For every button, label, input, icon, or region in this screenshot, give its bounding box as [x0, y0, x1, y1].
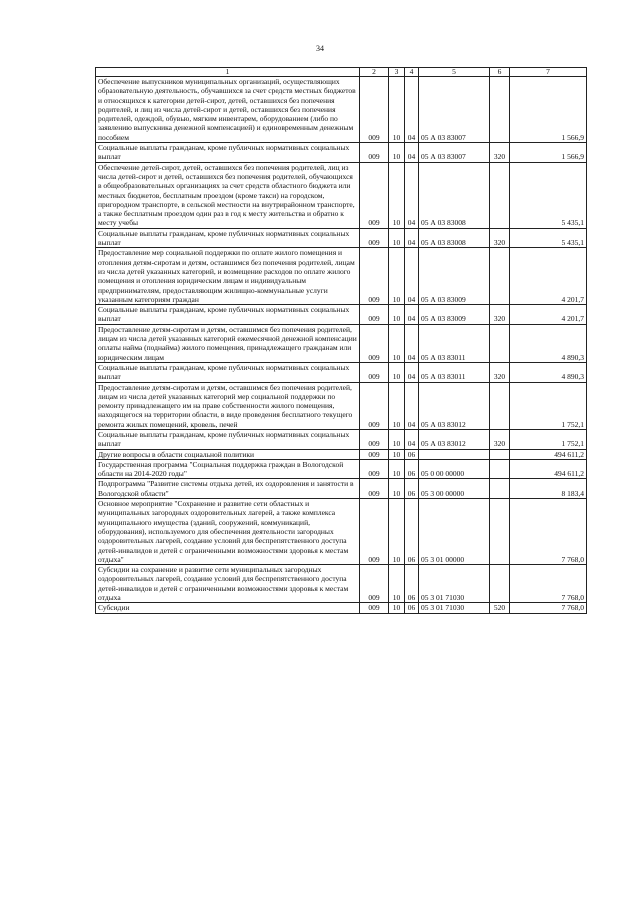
row-grbs: 009	[360, 429, 389, 449]
row-sum: 7 768,0	[510, 565, 587, 603]
row-name: Предоставление детям-сиротам и детям, оставшимся без попечения родителей, лицам из числа детей указанных категорий мер социальной поддержки по ремонту принадлежащего им на праве собственности жилого помещения, находящегося на территории области, в виде проведения бесплатного текущего ремонта жилых помещений, кровель, печей	[96, 382, 360, 429]
row-name: Предоставление мер социальной поддержки по оплате жилого помещения и отопления детям-сиротам и детям, оставшимся без попечения родителей, лицам из числа детей указанных категорий, и возмещение расходов по оплате жилого помещения и отопления юридическим лицам и индивидуальным предпринимателям, предоставляющим жилищно-коммунальные услуги указанным категориям граждан	[96, 248, 360, 305]
row-subsection: 04	[405, 382, 419, 429]
row-target-article: 05 А 03 83009	[419, 248, 490, 305]
row-target-article: 05 3 01 71030	[419, 603, 490, 613]
row-subsection: 04	[405, 77, 419, 143]
row-name: Основное мероприятие "Сохранение и развитие сети областных и муниципальных загородных оздоровительных лагерей, а также комплекса муниципального имущества (зданий, сооружений, коммуникаций, оборудования), используемого для обеспечения деятельности загородных оздоровительных лагерей, создание условий для беспрепятственного доступа детей-инвалидов и детей с ограниченными возможностями здоровья к местам отдыха"	[96, 499, 360, 565]
row-subsection: 04	[405, 305, 419, 325]
row-expense-type	[490, 248, 510, 305]
row-subsection: 04	[405, 429, 419, 449]
row-grbs: 009	[360, 324, 389, 362]
table-row	[96, 248, 587, 305]
row-grbs: 009	[360, 362, 389, 382]
row-section: 10	[389, 248, 405, 305]
row-target-article: 05 А 03 83007	[419, 143, 490, 163]
row-sum: 1 566,9	[510, 143, 587, 163]
row-subsection: 06	[405, 499, 419, 565]
table-row	[96, 143, 587, 163]
row-grbs: 009	[360, 449, 389, 459]
row-subsection: 06	[405, 565, 419, 603]
row-expense-type	[490, 479, 510, 499]
row-subsection: 04	[405, 324, 419, 362]
row-grbs: 009	[360, 162, 389, 228]
row-grbs: 009	[360, 499, 389, 565]
row-target-article: 05 А 03 83012	[419, 429, 490, 449]
row-section: 10	[389, 228, 405, 248]
row-expense-type: 520	[490, 603, 510, 613]
table-row	[96, 162, 587, 228]
row-target-article: 05 3 00 00000	[419, 479, 490, 499]
row-section: 10	[389, 77, 405, 143]
row-grbs: 009	[360, 459, 389, 479]
row-expense-type	[490, 382, 510, 429]
row-expense-type: 320	[490, 362, 510, 382]
header-cell-grbs: 2	[360, 68, 389, 77]
row-target-article: 05 А 03 83008	[419, 162, 490, 228]
row-expense-type: 320	[490, 305, 510, 325]
row-sum: 494 611,2	[510, 449, 587, 459]
table-row	[96, 362, 587, 382]
row-section: 10	[389, 429, 405, 449]
row-sum: 5 435,1	[510, 162, 587, 228]
header-cell-name: 1	[96, 68, 360, 77]
row-name: Подпрограмма "Развитие системы отдыха детей, их оздоровления и занятости в Вологодской области"	[96, 479, 360, 499]
row-sum: 4 201,7	[510, 248, 587, 305]
table-row	[96, 429, 587, 449]
row-sum: 8 183,4	[510, 479, 587, 499]
table-row	[96, 228, 587, 248]
row-sum: 7 768,0	[510, 499, 587, 565]
row-grbs: 009	[360, 228, 389, 248]
header-cell-section: 3	[389, 68, 405, 77]
row-grbs: 009	[360, 603, 389, 613]
row-section: 10	[389, 324, 405, 362]
row-target-article: 05 0 00 00000	[419, 459, 490, 479]
table-row	[96, 449, 587, 459]
budget-table	[95, 67, 587, 614]
row-name: Социальные выплаты гражданам, кроме публичных нормативных социальных выплат	[96, 305, 360, 325]
row-expense-type	[490, 459, 510, 479]
row-sum: 4 890,3	[510, 362, 587, 382]
row-section: 10	[389, 143, 405, 163]
row-grbs: 009	[360, 248, 389, 305]
row-sum: 7 768,0	[510, 603, 587, 613]
row-section: 10	[389, 305, 405, 325]
row-name: Субсидии	[96, 603, 360, 613]
row-section: 10	[389, 362, 405, 382]
table-row	[96, 382, 587, 429]
row-subsection: 06	[405, 479, 419, 499]
row-expense-type	[490, 449, 510, 459]
row-target-article: 05 А 03 83012	[419, 382, 490, 429]
row-grbs: 009	[360, 479, 389, 499]
row-target-article	[419, 449, 490, 459]
row-grbs: 009	[360, 143, 389, 163]
row-target-article: 05 3 01 00000	[419, 499, 490, 565]
row-sum: 4 201,7	[510, 305, 587, 325]
row-expense-type: 320	[490, 228, 510, 248]
row-section: 10	[389, 479, 405, 499]
row-grbs: 009	[360, 565, 389, 603]
row-expense-type: 320	[490, 143, 510, 163]
row-section: 10	[389, 382, 405, 429]
table-row	[96, 77, 587, 143]
table-row	[96, 324, 587, 362]
row-name: Социальные выплаты гражданам, кроме публичных нормативных социальных выплат	[96, 143, 360, 163]
table-row	[96, 499, 587, 565]
row-target-article: 05 А 03 83009	[419, 305, 490, 325]
row-target-article: 05 А 03 83011	[419, 362, 490, 382]
row-expense-type	[490, 565, 510, 603]
header-row	[96, 68, 587, 77]
row-subsection: 04	[405, 228, 419, 248]
row-target-article: 05 А 03 83007	[419, 77, 490, 143]
row-target-article: 05 3 01 71030	[419, 565, 490, 603]
row-sum: 4 890,3	[510, 324, 587, 362]
row-grbs: 009	[360, 382, 389, 429]
row-section: 10	[389, 499, 405, 565]
row-expense-type	[490, 162, 510, 228]
row-expense-type	[490, 77, 510, 143]
row-subsection: 04	[405, 248, 419, 305]
row-name: Социальные выплаты гражданам, кроме публичных нормативных социальных выплат	[96, 228, 360, 248]
row-subsection: 06	[405, 459, 419, 479]
table-row	[96, 459, 587, 479]
header-cell-target-article: 5	[419, 68, 490, 77]
row-subsection: 06	[405, 603, 419, 613]
table-row	[96, 305, 587, 325]
row-subsection: 06	[405, 449, 419, 459]
row-section: 10	[389, 603, 405, 613]
row-grbs: 009	[360, 77, 389, 143]
row-section: 10	[389, 162, 405, 228]
row-name: Социальные выплаты гражданам, кроме публичных нормативных социальных выплат	[96, 429, 360, 449]
row-sum: 5 435,1	[510, 228, 587, 248]
row-subsection: 04	[405, 162, 419, 228]
row-name: Обеспечение выпускников муниципальных организаций, осуществляющих образовательную деятельность, обучавшихся за счет средств местных бюджетов и относящихся к категории детей-сирот, детей, оставшихся без попечения родителей, и лиц из числа детей-сирот и детей, оставшихся без попечения родителей, одеждой, обувью, мягким инвентарем, оборудованием (либо по заявлению выпускника денежной компенсацией) и единовременным денежным пособием	[96, 77, 360, 143]
table-row	[96, 603, 587, 613]
row-section: 10	[389, 459, 405, 479]
row-expense-type	[490, 499, 510, 565]
row-name: Другие вопросы в области социальной политики	[96, 449, 360, 459]
row-section: 10	[389, 565, 405, 603]
row-target-article: 05 А 03 83011	[419, 324, 490, 362]
row-name: Социальные выплаты гражданам, кроме публичных нормативных социальных выплат	[96, 362, 360, 382]
row-name: Субсидии на сохранение и развитие сети муниципальных загородных оздоровительных лагерей, создание условий для беспрепятственного доступа детей-инвалидов и детей с ограниченными возможностями здоровья к местам отдыха	[96, 565, 360, 603]
row-sum: 1 566,9	[510, 77, 587, 143]
table-row	[96, 565, 587, 603]
row-target-article: 05 А 03 83008	[419, 228, 490, 248]
row-expense-type: 320	[490, 429, 510, 449]
row-name: Обеспечение детей-сирот, детей, оставшихся без попечения родителей, лиц из числа детей-сирот и детей, оставшихся без попечения родителей, обучающихся в общеобразовательных организациях за счет средств областного бюджета или местных бюджетов, бесплатным проездом (кроме такси) на городском, пригородном транспорте, в сельской местности на внутрирайонном транспорте, а также бесплатным проездом один раз в год к месту жительства и обратно к месту учебы	[96, 162, 360, 228]
row-subsection: 04	[405, 362, 419, 382]
row-sum: 1 752,1	[510, 429, 587, 449]
row-section: 10	[389, 449, 405, 459]
row-sum: 1 752,1	[510, 382, 587, 429]
row-sum: 494 611,2	[510, 459, 587, 479]
row-subsection: 04	[405, 143, 419, 163]
header-cell-sum: 7	[510, 68, 587, 77]
row-name: Государственная программа "Социальная поддержка граждан в Вологодской области на 2014-2020 годы"	[96, 459, 360, 479]
table-row	[96, 479, 587, 499]
row-name: Предоставление детям-сиротам и детям, оставшимся без попечения родителей, лицам из числа детей указанных категорий ежемесячной денежной компенсации оплаты найма (поднайма) жилого помещения, принадлежащего гражданам или юридическим лицам	[96, 324, 360, 362]
header-cell-subsection: 4	[405, 68, 419, 77]
page-number: 34	[316, 44, 324, 53]
row-expense-type	[490, 324, 510, 362]
row-grbs: 009	[360, 305, 389, 325]
header-cell-expense-type: 6	[490, 68, 510, 77]
